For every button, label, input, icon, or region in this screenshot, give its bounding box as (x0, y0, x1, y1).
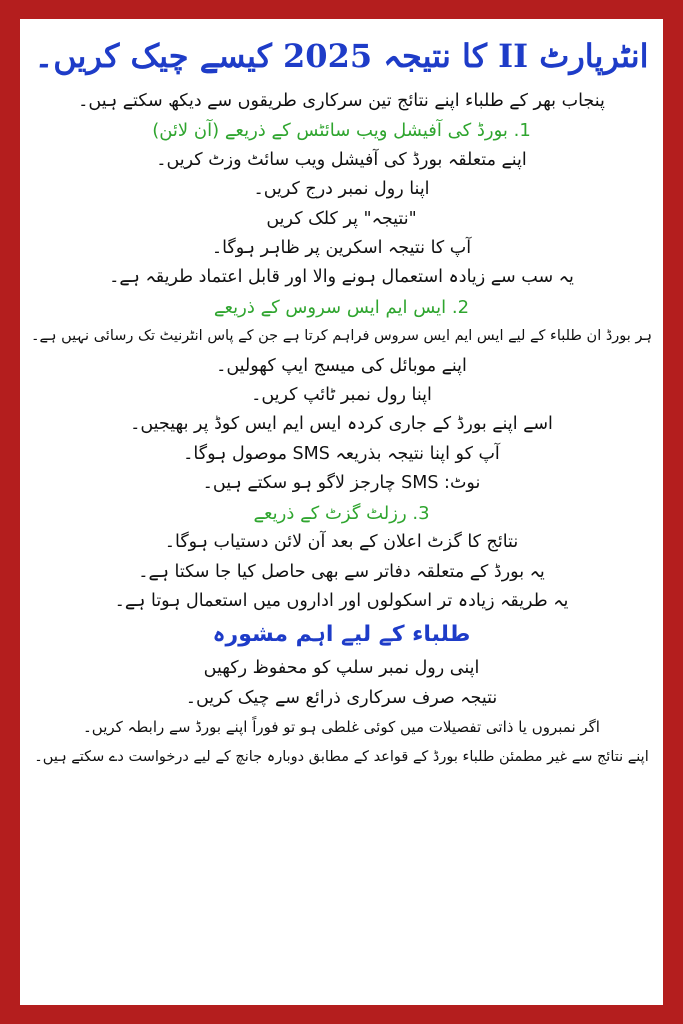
advice-keep-slip: اپنی رول نمبر سلپ کو محفوظ رکھیں (203, 658, 480, 679)
advice-heading: طلباء کے لیے اہم مشورہ (212, 622, 471, 648)
step-send-sms-code: اسے اپنے بورڈ کے جاری کردہ ایس ایم ایس کوڈ پر بھیجیں۔ (130, 414, 553, 435)
step-result-shown: آپ کا نتیجہ اسکرین پر ظاہر ہوگا۔ (211, 238, 472, 259)
section-heading-gazette: 3. رزلٹ گزٹ کے ذریعے (253, 502, 430, 524)
section-heading-sms: 2. ایس ایم ایس سروس کے ذریعے (213, 296, 470, 318)
sms-service-info: ہر بورڈ ان طلباء کے لیے ایس ایم ایس سروس فراہم کرتا ہے جن کے پاس انٹرنیٹ تک رسائی نہیں ہے۔ (31, 328, 652, 345)
gazette-board-offices: یہ بورڈ کے متعلقہ دفاتر سے بھی حاصل کیا جا سکتا ہے۔ (138, 561, 545, 582)
gazette-schools-usage: یہ طریقہ زیادہ تر اسکولوں اور اداروں میں استعمال ہوتا ہے۔ (114, 590, 569, 611)
step-visit-website: اپنے متعلقہ بورڈ کی آفیشل ویب سائٹ وزٹ کریں۔ (156, 149, 527, 170)
section-heading-official-website: 1. بورڈ کی آفیشل ویب سائٹس کے ذریعے (آن لائن) (152, 120, 531, 142)
advice-official-sources: نتیجہ صرف سرکاری ذرائع سے چیک کریں۔ (185, 687, 498, 708)
gazette-online: نتائج کا گزٹ اعلان کے بعد آن لائن دستیاب ہوگا۔ (164, 532, 519, 553)
intro-text: پنجاب بھر کے طلباء اپنے نتائج تین سرکاری طریقوں سے دیکھ سکتے ہیں۔ (78, 91, 605, 111)
advice-contact-board: اگر نمبروں یا ذاتی تفصیلات میں کوئی غلطی ہو تو فوراً اپنے بورڈ سے رابطہ کریں۔ (83, 718, 600, 737)
article-card (20, 19, 663, 1005)
step-open-message-app: اپنے موبائل کی میسج ایپ کھولیں۔ (216, 355, 467, 376)
page-title: انٹرپارٹ II کا نتیجہ 2025 کیسے چیک کریں۔ (34, 37, 649, 75)
step-type-roll-number: اپنا رول نمبر ٹائپ کریں۔ (251, 385, 432, 406)
step-enter-roll-number: اپنا رول نمبر درج کریں۔ (253, 179, 430, 200)
step-receive-sms: آپ کو اپنا نتیجہ بذریعہ SMS موصول ہوگا۔ (183, 443, 500, 464)
note-most-reliable: یہ سب سے زیادہ استعمال ہونے والا اور قابل اعتماد طریقہ ہے۔ (109, 267, 574, 288)
note-sms-charges: نوٹ: SMS چارجز لاگو ہو سکتے ہیں۔ (202, 473, 481, 494)
step-click-result: "نتیجہ" پر کلک کریں (266, 208, 417, 229)
advice-rechecking: اپنے نتائج سے غیر مطمئن طلباء بورڈ کے قواعد کے مطابق دوبارہ جانچ کے لیے درخواست دے سکتے ہیں۔ (34, 748, 649, 765)
